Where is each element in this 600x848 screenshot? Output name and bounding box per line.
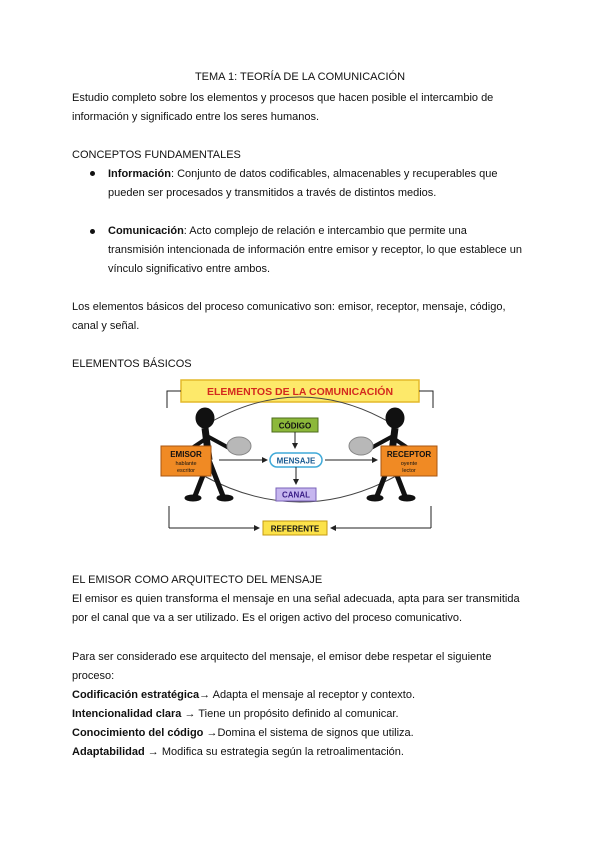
comunicacion-line-1 <box>108 222 467 241</box>
mensaje-label: MENSAJE <box>276 456 316 466</box>
intro-line-1: Estudio completo sobre los elementos y procesos que hacen posible el intercambio de <box>72 92 494 104</box>
comunicacion-def: : Acto complejo de relación e intercambio que permite una <box>183 225 467 237</box>
comunicacion-term: Comunicación <box>108 225 184 237</box>
receptor-label: RECEPTOR <box>386 450 432 459</box>
step-intencionalidad <box>72 705 399 724</box>
receptor-sub-1: oyente <box>400 461 418 467</box>
canal-label: CANAL <box>282 490 310 500</box>
comunicacion-line-2: transmisión intencionada de información entre emisor y receptor, lo que establece un <box>108 244 522 256</box>
step-text: → Modifica su estrategia según la retroalimentación. <box>144 746 404 758</box>
informacion-line-2: pueden ser procesados y transmitidos a través de distintos medios. <box>108 187 437 199</box>
page-title: TEMA 1: TEORÍA DE LA COMUNICACIÓN <box>194 71 406 83</box>
informacion-line-1 <box>108 165 498 184</box>
diagram-title: ELEMENTOS DE LA COMUNICACIÓN <box>206 386 394 398</box>
step-term: Adaptabilidad <box>72 746 145 758</box>
step-term: Intencionalidad clara <box>72 708 182 720</box>
bullet-dot <box>90 229 95 234</box>
step-codificacion <box>72 686 415 705</box>
informacion-term: Información <box>108 168 171 180</box>
codigo-label: CÓDIGO <box>278 421 312 431</box>
step-term: Codificación estratégica <box>72 689 200 701</box>
step-term: Conocimiento del código <box>72 727 204 739</box>
communication-elements-diagram <box>159 378 441 538</box>
elementos-line-2: canal y señal. <box>72 320 140 332</box>
emisor-label: EMISOR <box>170 450 202 459</box>
proceso-line-2: proceso: <box>72 670 115 682</box>
informacion-def: : Conjunto de datos codificables, almacenables y recuperables que <box>170 168 498 180</box>
step-adaptabilidad <box>72 743 404 762</box>
receptor-head-icon <box>349 437 373 455</box>
elementos-heading: ELEMENTOS BÁSICOS <box>72 358 192 370</box>
step-conocimiento <box>72 724 414 743</box>
emisor-sub-2: escritor <box>176 468 196 474</box>
comunicacion-line-3: vínculo significativo entre ambos. <box>108 263 271 275</box>
proceso-line-1: Para ser considerado ese arquitecto del mensaje, el emisor debe respetar el siguiente <box>72 651 492 663</box>
receptor-sub-2: lector <box>402 468 416 474</box>
emisor-heading: EL EMISOR COMO ARQUITECTO DEL MENSAJE <box>72 574 323 586</box>
emisor-line-2: por el canal que va a ser utilizado. Es el origen activo del proceso comunicativo. <box>72 612 463 624</box>
step-text: → Tiene un propósito definido al comunicar. <box>181 708 399 720</box>
referente-label: REFERENTE <box>270 524 320 534</box>
bullet-dot <box>90 171 95 176</box>
step-text: →Domina el sistema de signos que utiliza. <box>203 727 414 739</box>
step-text: → Adapta el mensaje al receptor y contexto. <box>199 689 415 701</box>
elementos-line-1: Los elementos básicos del proceso comunicativo son: emisor, receptor, mensaje, código, <box>72 301 506 313</box>
conceptos-heading: CONCEPTOS FUNDAMENTALES <box>72 149 241 161</box>
emisor-head-icon <box>227 437 251 455</box>
emisor-sub-1: hablante <box>175 461 197 467</box>
intro-line-2: información y significado entre los seres humanos. <box>72 111 320 123</box>
emisor-line-1: El emisor es quien transforma el mensaje en una señal adecuada, apta para ser transmitida <box>72 593 520 605</box>
